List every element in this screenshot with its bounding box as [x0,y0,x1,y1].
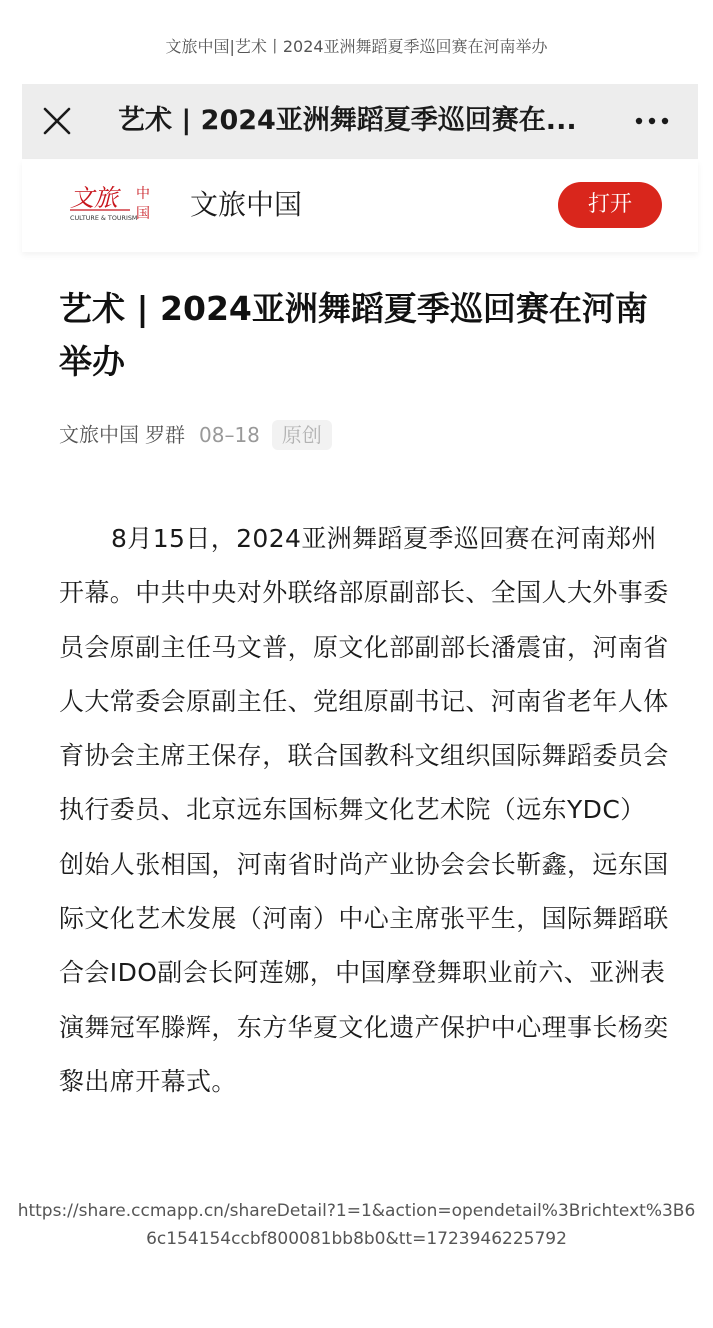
open-app-button[interactable]: 打开 [558,182,662,228]
share-url-text: https://share.ccmapp.cn/shareDetail?1=1&action=opendetail%3Brichtext%3B66c154154ccbf800081bb8b0&tt=1723946225792 [17,1201,696,1249]
svg-text:文旅: 文旅 [70,184,118,212]
original-badge: 原创 [272,420,332,450]
svg-text:国: 国 [136,206,150,222]
article-body: 8月15日，2024亚洲舞蹈夏季巡回赛在河南郑州开幕。中共中央对外联络部原副部长、全国人大外事委员会原副主任马文普，原文化部副部长潘震宙，河南省人大常委会原副主任、党组原副书记、河南省老年人体育协会主席王保存，联合国教科文组织国际舞蹈委员会执行委员、北京远东国标舞文化艺术院（远东YDC）创始人张相国，河南省时尚产业协会会长靳鑫，远东国际文化艺术发展（河南）中心主席张平生，国际舞蹈联合会IDO副会长阿莲娜，中国摩登舞职业前六、亚洲表演舞冠军滕辉，东方华夏文化遗产保护中心理事长杨奕黎出席开幕式。 [59,524,669,1096]
topbar-title: 艺术 | 2024亚洲舞蹈夏季巡回赛在... [118,105,577,136]
article-date: 08–18 [199,422,260,447]
account-bar [22,160,698,252]
article-author: 罗群 [145,422,185,447]
svg-text:中: 中 [136,186,150,202]
account-name[interactable]: 文旅中国 [190,188,303,221]
page-caption: 文旅中国|艺术丨2024亚洲舞蹈夏季巡回赛在河南举办 [165,37,548,56]
brand-logo[interactable] [68,176,158,232]
article-title: 艺术 | 2024亚洲舞蹈夏季巡回赛在河南举办 [59,289,648,381]
article-source[interactable]: 文旅中国 [59,422,139,447]
close-icon[interactable] [40,104,74,138]
article-meta [59,418,332,448]
share-url [0,1198,713,1253]
top-navigation-bar [22,84,698,159]
more-dots-icon[interactable] [632,106,672,136]
svg-text:CULTURE & TOURISM: CULTURE & TOURISM [70,214,138,222]
